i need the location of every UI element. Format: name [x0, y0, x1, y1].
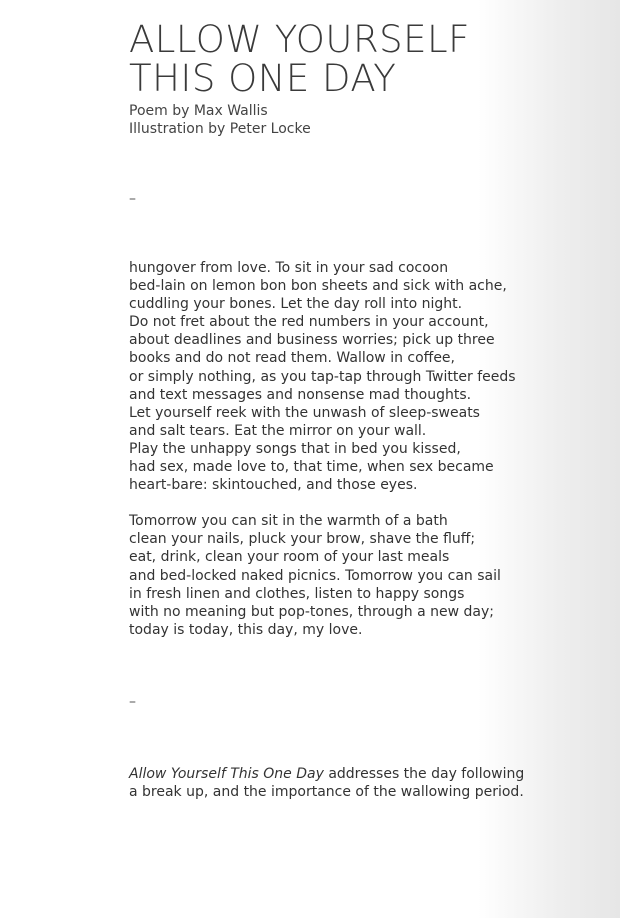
poem-credit: Poem by Max Wallis: [129, 103, 268, 119]
poem-line: hungover from love. To sit in your sad cocoon: [129, 260, 449, 276]
poem-line: and salt tears. Eat the mirror on your wall.: [129, 422, 427, 439]
poem-line: heart-bare: skintouched, and those eyes.: [129, 477, 418, 494]
poem-line: eat, drink, clean your room of your last meals: [129, 549, 450, 566]
poem-line: Tomorrow you can sit in the warmth of a bath: [129, 513, 448, 530]
poem-line: with no meaning but pop-tones, through a new day;: [129, 603, 495, 620]
poem-line: bed-lain on lemon bon bon sheets and sick with ache,: [129, 278, 507, 295]
title-line-1: ALLOW YOURSELF: [129, 18, 470, 61]
poem-title: [129, 20, 609, 98]
stanza-2: [129, 512, 609, 639]
section-divider: –: [129, 693, 136, 710]
credits: [129, 102, 609, 138]
note-poem-title: Allow Yourself This One Day: [129, 765, 324, 782]
poem-line: Let yourself reek with the unwash of sleep-sweats: [129, 404, 480, 421]
poem-line: cuddling your bones. Let the day roll into night.: [129, 296, 463, 313]
poem-line: today is today, this day, my love.: [129, 621, 363, 638]
note-line-1: [129, 765, 609, 783]
poem-line: or simply nothing, as you tap-tap through Twitter feeds: [129, 368, 516, 385]
poem-body: [129, 259, 609, 639]
stanza-1: [129, 259, 609, 494]
title-line-2: THIS ONE DAY: [129, 57, 397, 100]
poem-line: about deadlines and business worries; pick up three: [129, 332, 495, 349]
poem-line: and text messages and nonsense mad thoughts.: [129, 386, 472, 403]
note-line-2: a break up, and the importance of the wallowing period.: [129, 784, 524, 801]
poem-note: [129, 765, 609, 802]
article: [129, 20, 609, 801]
poem-line: Play the unhappy songs that in bed you kissed,: [129, 440, 461, 457]
poem-line: clean your nails, pluck your brow, shave the fluff;: [129, 531, 476, 548]
section-divider: –: [129, 191, 136, 207]
poem-line: had sex, made love to, that time, when sex became: [129, 459, 494, 476]
note-text: addresses the day following: [323, 765, 525, 782]
poem-line: and bed-locked naked picnics. Tomorrow you can sail: [129, 567, 501, 584]
poem-line: Do not fret about the red numbers in your account,: [129, 314, 489, 331]
poem-line: in fresh linen and clothes, listen to happy songs: [129, 585, 465, 602]
illustration-credit: Illustration by Peter Locke: [129, 121, 311, 137]
poem-line: books and do not read them. Wallow in coffee,: [129, 350, 455, 367]
